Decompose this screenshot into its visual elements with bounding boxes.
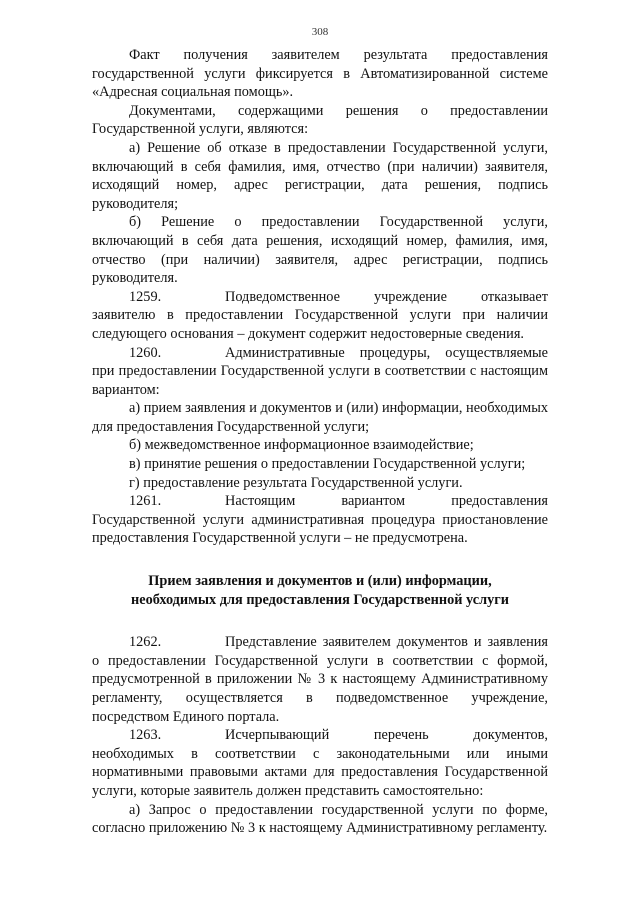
clause-text: Настоящим вариантом предоставления Государственной услуги административная процедура приостановление предоставления Государственной услуги – не предусмотрена.	[92, 493, 548, 547]
list-item-grant-decision: б) Решение о предоставлении Государственной услуги, включающий в себя дата решения, исходящий номер, фамилия, имя, отчество (при наличии) заявителя, адрес регистрации, подпись руководителя.	[92, 214, 548, 287]
list-item-refusal-decision: а) Решение об отказе в предоставлении Государственной услуги, включающий в себя фамилия, имя, отчество (при наличии) заявителя, исходящий номер, адрес регистрации, дата решения, подпись руководителя;	[92, 139, 548, 212]
list-item: а) прием заявления и документов и (или) информации, необходимых для предоставления Государственной услуги;	[92, 400, 548, 435]
clause-number: 1260.	[129, 344, 162, 361]
clause-text: Административные процедуры, осуществляемые при предоставлении Государственной услуги в соответствии с настоящим вариантом:	[92, 344, 548, 398]
document-body	[92, 46, 548, 838]
section-heading-line: необходимых для предоставления Государственной услуги	[131, 591, 509, 608]
clause-1259	[92, 288, 548, 344]
clause-1263	[92, 726, 548, 800]
clause-1260	[92, 344, 548, 400]
clause-1262	[92, 633, 548, 726]
section-heading	[92, 572, 548, 609]
page-number: 308	[311, 26, 329, 38]
list-item: б) межведомственное информационное взаимодействие;	[129, 437, 474, 454]
paragraph-result-fixation: Факт получения заявителем результата предоставления государственной услуги фиксируется в Автоматизированной системе «Адресная социальная помощь».	[92, 47, 548, 101]
clause-number: 1262.	[129, 634, 162, 651]
clause-number: 1263.	[129, 727, 162, 744]
section-heading-line: Прием заявления и документов и (или) информации,	[148, 573, 492, 590]
list-item: в) принятие решения о предоставлении Государственной услуги;	[129, 456, 526, 473]
clause-text: Представление заявителем документов и заявления о предоставлении Государственной услуги в соответствии с формой, предусмотренной в приложении № 3 к настоящему Административному регламенту, осуществляется в подведомственное учреждение, посредством Единого портала.	[92, 634, 548, 725]
list-item: г) предоставление результата Государственной услуги.	[129, 474, 463, 491]
clause-number: 1259.	[129, 288, 162, 305]
clause-text: Исчерпывающий перечень документов, необходимых в соответствии с законодательными или иными нормативными правовыми актами для предоставления Государственной услуги, которые заявитель должен представить самостоятельно:	[92, 727, 548, 799]
list-item: а) Запрос о предоставлении государственной услуги по форме, согласно приложению № 3 к настоящему Административному регламенту.	[92, 801, 548, 837]
clause-number: 1261.	[129, 493, 162, 510]
paragraph-decision-documents: Документами, содержащими решения о предоставлении Государственной услуги, являются:	[92, 102, 548, 138]
clause-1261	[92, 492, 548, 548]
clause-text: Подведомственное учреждение отказывает заявителю в предоставлении Государственной услуги при наличии следующего основания – документ содержит недостоверные сведения.	[92, 288, 548, 342]
